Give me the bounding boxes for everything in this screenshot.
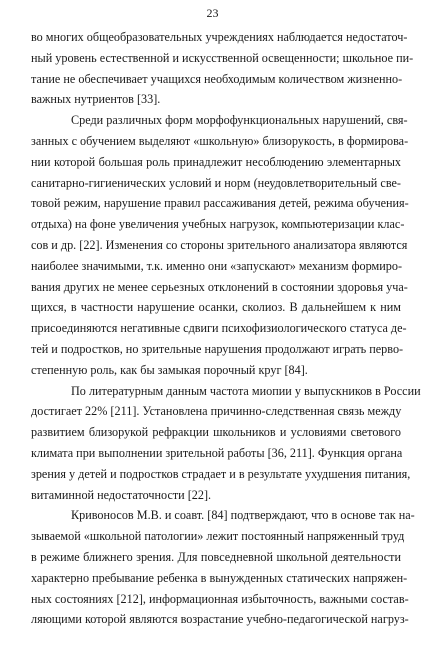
text-line: занных с обучением выделяют «школьную» близорукость, в формирова-	[31, 134, 409, 148]
text-line: сов и др. [22]. Изменения со стороны зрительного анализатора являются	[31, 238, 408, 252]
text-line: характерно пребывание ребенка в вынужденных статических напряжен-	[31, 570, 408, 585]
text-line: достигает 22% [211]. Установлена причинно-следственная связь между	[31, 404, 402, 419]
text-line: товой режим, нарушение правил рассаживания детей, режима обучения-	[31, 196, 409, 211]
text-line: По литературным данным частота миопии у выпускников в России	[71, 383, 421, 398]
text-line: витаминной недостаточности [22].	[31, 487, 212, 502]
text-line: зываемой «школьной патологии» лежит постоянный напряженный труд	[31, 529, 405, 544]
text-line: в режиме ближнего зрения. Для повседневной школьной деятельности	[31, 550, 401, 564]
text-line: во многих общеобразовательных учреждениях наблюдается недостаточ-	[31, 30, 408, 44]
text-line: тей и подростков, но зрительные нарушения продолжают играть перво-	[31, 342, 404, 356]
page-number: 23	[206, 6, 219, 20]
text-line: важных нутриентов [33].	[31, 92, 161, 107]
text-line: отдыха) на фоне увеличения учебных нагрузок, компьютеризации клас-	[31, 217, 405, 232]
text-line: Кривоносов М.В. и соавт. [84] подтверждают, что в основе так на-	[71, 508, 415, 523]
text-line: тание не обеспечивает учащихся необходимым количеством жизненно-	[31, 71, 403, 86]
text-line: степенную роль, как бы замыкая порочный круг [84].	[31, 362, 308, 377]
text-line: ных состояниях [212], информационная избыточность, важными состав-	[31, 591, 409, 606]
text-line: санитарно-гигиенических условий и норм (неудовлетворительный све-	[31, 175, 401, 190]
text-line: ный уровень естественной и искусственной освещенности; школьное пи-	[31, 50, 414, 65]
text-line: зрения у детей и подростков страдает и в результате ухудшения питания,	[31, 466, 411, 481]
text-line: вания других не менее серьезных отклонений в состоянии здоровья уча-	[31, 279, 408, 294]
text-line: наиболее значимыми, т.к. именно они «запускают» механизм формиро-	[31, 258, 403, 273]
text-line: ляющими которой являются возрастание учебно-педагогической нагруз-	[31, 612, 409, 627]
text-line: климата при выполнении зрительной работы [36, 211]. Функция органа	[31, 446, 403, 460]
text-line: присоединяются негативные сдвиги психофизиологического статуса де-	[31, 321, 407, 336]
text-line: щихся, в частности нарушение осанки, сколиоз. В дальнейшем к ним	[31, 300, 401, 315]
text-line: развитием близорукой рефракции школьников и условиями светового	[31, 425, 401, 440]
text-line: Среди различных форм морфофункциональных нарушений, свя-	[71, 113, 408, 128]
text-line: нии которой большая роль принадлежит несоблюдению элементарных	[31, 154, 401, 169]
